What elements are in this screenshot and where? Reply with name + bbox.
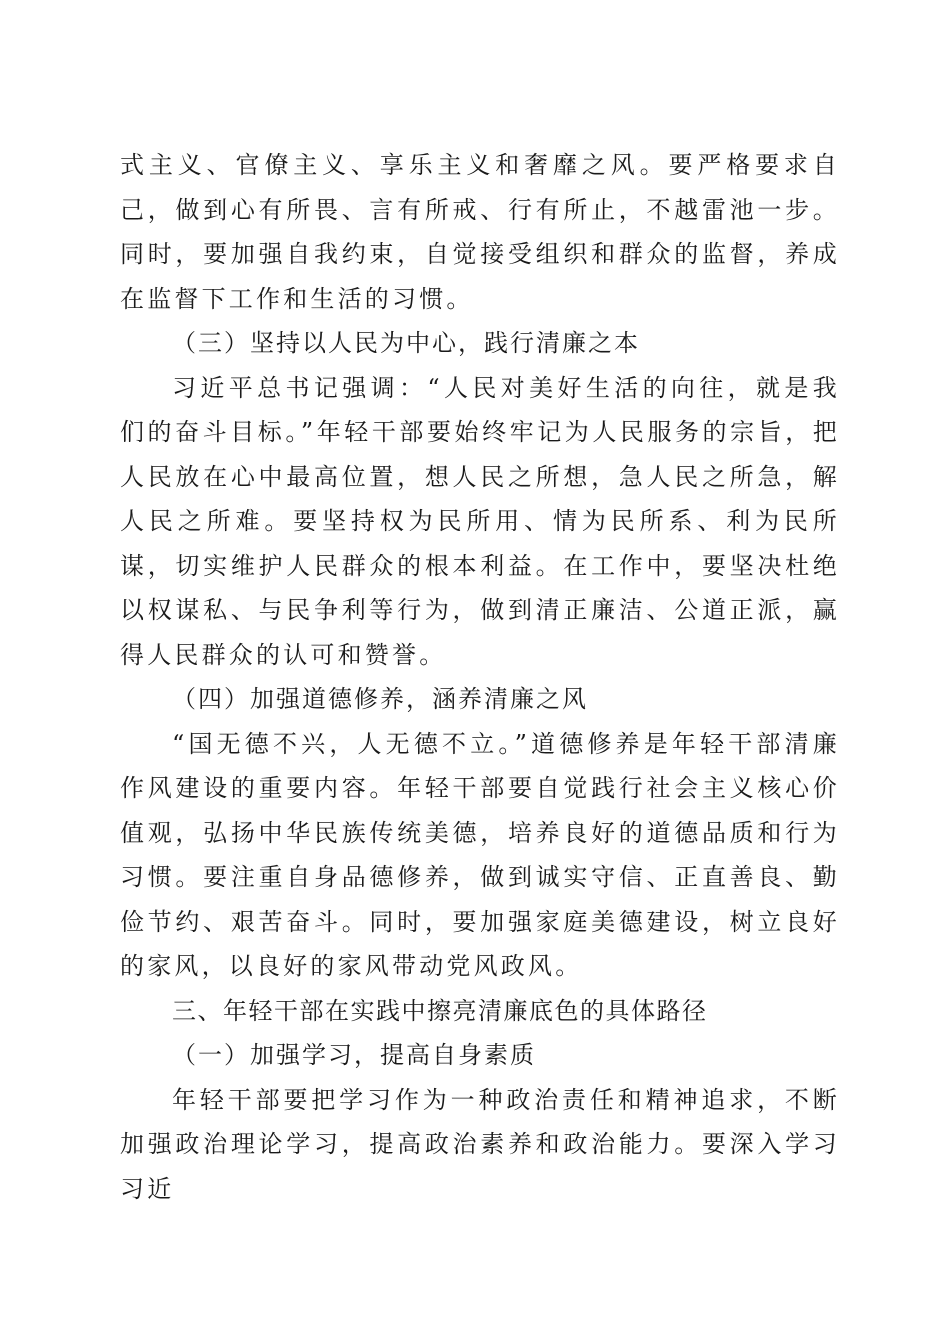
section-heading-three: 三、年轻干部在实践中擦亮清廉底色的具体路径	[172, 996, 708, 1025]
document-body	[120, 143, 840, 1211]
subheading-three: （三）坚持以人民为中心，践行清廉之本	[172, 329, 640, 357]
subheading-four: （四）加强道德修养，涵养清廉之风	[172, 685, 588, 713]
subheading-one: （一）加强学习，提高自身素质	[172, 1041, 536, 1069]
paragraph-continuation: 式主义、官僚主义、享乐主义和奢靡之风。要严格要求自己，做到心有所畏、言有所戒、行有所止，不越雷池一步。同时，要加强自我约束，自觉接受组织和群众的监督，养成在监督下工作和生活的习惯。	[120, 151, 840, 313]
paragraph-study: 年轻干部要把学习作为一种政治责任和精神追求，不断加强政治理论学习，提高政治素养和政治能力。要深入学习习近	[120, 1085, 840, 1203]
paragraph-people-centered: 习近平总书记强调：“人民对美好生活的向往，就是我们的奋斗目标。”年轻干部要始终牢记为人民服务的宗旨，把人民放在心中最高位置，想人民之所想，急人民之所急，解人民之所难。要坚持权为民所用、情为民所系、利为民所谋，切实维护人民群众的根本利益。在工作中，要坚决杜绝以权谋私、与民争利等行为，做到清正廉洁、公道正派，赢得人民群众的认可和赞誉。	[120, 373, 840, 669]
paragraph-moral-cultivation: “国无德不兴，人无德不立。”道德修养是年轻干部清廉作风建设的重要内容。年轻干部要自觉践行社会主义核心价值观，弘扬中华民族传统美德，培养良好的道德品质和行为习惯。要注重自身品德修养，做到诚实守信、正直善良、勤俭节约、艰苦奋斗。同时，要加强家庭美德建设，树立良好的家风，以良好的家风带动党风政风。	[120, 729, 840, 980]
